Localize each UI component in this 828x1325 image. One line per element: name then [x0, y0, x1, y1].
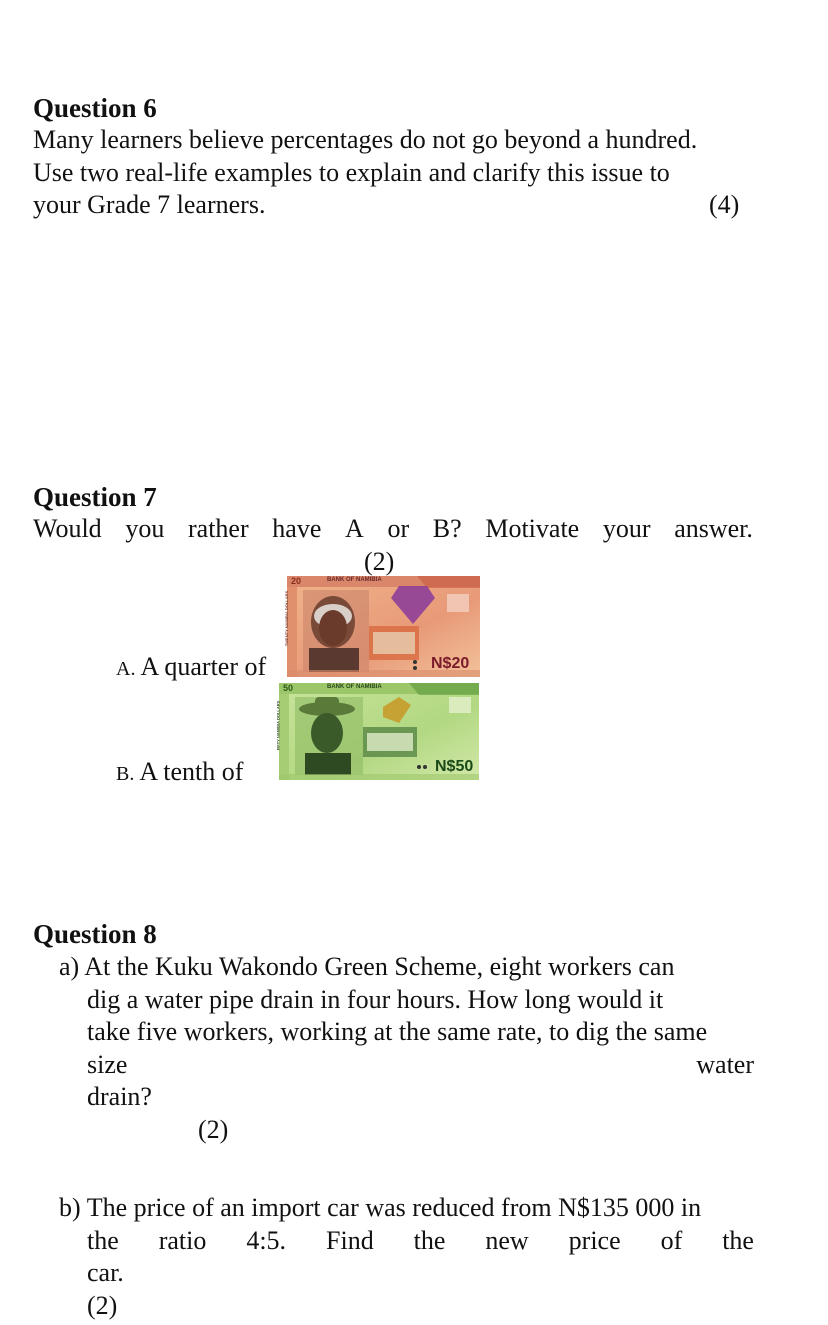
q8b-line-2-word: 4:5. [246, 1225, 287, 1255]
option-a-text: A quarter of [140, 652, 267, 681]
q8b-line-2-word: the [413, 1225, 446, 1255]
q8a-marks: (2) [198, 1115, 229, 1144]
q7-prompt-word: your [602, 514, 651, 543]
option-a-letter: A. [116, 658, 136, 680]
question-8b [59, 1192, 754, 1322]
note-20-corner: 20 [291, 576, 302, 586]
banknote-20-image [284, 576, 480, 677]
question-8-heading: Question 8 [33, 919, 157, 949]
q7-prompt-word: answer. [674, 514, 753, 543]
q8b-line-2-word: the [722, 1225, 754, 1255]
q8b-line-2-word: ratio [158, 1225, 207, 1255]
q6-line-3: your Grade 7 learners. (4) [33, 189, 754, 222]
q8a-line-4: size water [87, 1049, 754, 1079]
q7-prompt-word: B? [432, 514, 462, 543]
note-50-side-text: FIFTY NAMIBIA DOLLARS [275, 700, 281, 751]
question-6-body [33, 124, 754, 222]
question-7-prompt [33, 513, 753, 546]
q7-marks: (2) [364, 547, 395, 576]
q8b-line-2-word: new [485, 1225, 529, 1255]
q7-prompt-word: you [125, 514, 165, 543]
q8b-line-3: car. [87, 1258, 124, 1287]
q6-line-1: Many learners believe percentages do not go beyond a hundred. [33, 125, 698, 154]
q8b-marks: (2) [87, 1290, 118, 1320]
question-7-heading: Question 7 [33, 482, 157, 512]
q8b-line-2-word: of [660, 1225, 683, 1255]
q7-prompt-word: Motivate [485, 514, 580, 543]
option-b-letter: B. [116, 763, 135, 785]
q8b-line-2 [59, 1225, 754, 1258]
note-50-corner: 50 [283, 683, 294, 693]
q6-line-2: Use two real-life examples to explain and clarify this issue to [33, 157, 670, 187]
q8a-line-5: drain? [87, 1082, 152, 1111]
q6-marks: (4) [709, 190, 740, 219]
note-50-bank: BANK OF NAMIBIA [327, 684, 382, 690]
question-8a [59, 951, 754, 1114]
q8a-line-2: dig a water pipe drain in four hours. How long would it [87, 984, 664, 1014]
note-20-bank: BANK OF NAMIBIA [327, 577, 382, 583]
q8b-line-2-word: price [568, 1225, 621, 1255]
q7-prompt-word: rather [188, 514, 249, 543]
q7-prompt-word: Would [33, 514, 102, 543]
q8a-line-3: take five workers, working at the same rate, to dig the same [87, 1017, 708, 1046]
option-b [116, 756, 243, 791]
note-50-value: N$50 [435, 758, 474, 775]
q8a-line-1: a) At the Kuku Wakondo Green Scheme, eight workers can [59, 952, 675, 981]
option-a [116, 651, 266, 686]
q8b-line-2-word: the [87, 1225, 119, 1255]
banknote-50-image [275, 683, 479, 780]
q7-prompt-word: have [272, 514, 322, 543]
q8b-line-2-word: Find [326, 1225, 374, 1255]
note-20-value: N$20 [431, 655, 470, 672]
q7-prompt-word: or [387, 514, 410, 543]
question-6-heading: Question 6 [33, 93, 157, 123]
option-b-text: A tenth of [139, 757, 244, 786]
q7-prompt-word: A [345, 514, 364, 543]
note-20-side-text: TWENTY NAMIBIA DOLLARS [284, 590, 290, 647]
q8b-line-1: b) The price of an import car was reduced from N$135 000 in [59, 1193, 702, 1222]
